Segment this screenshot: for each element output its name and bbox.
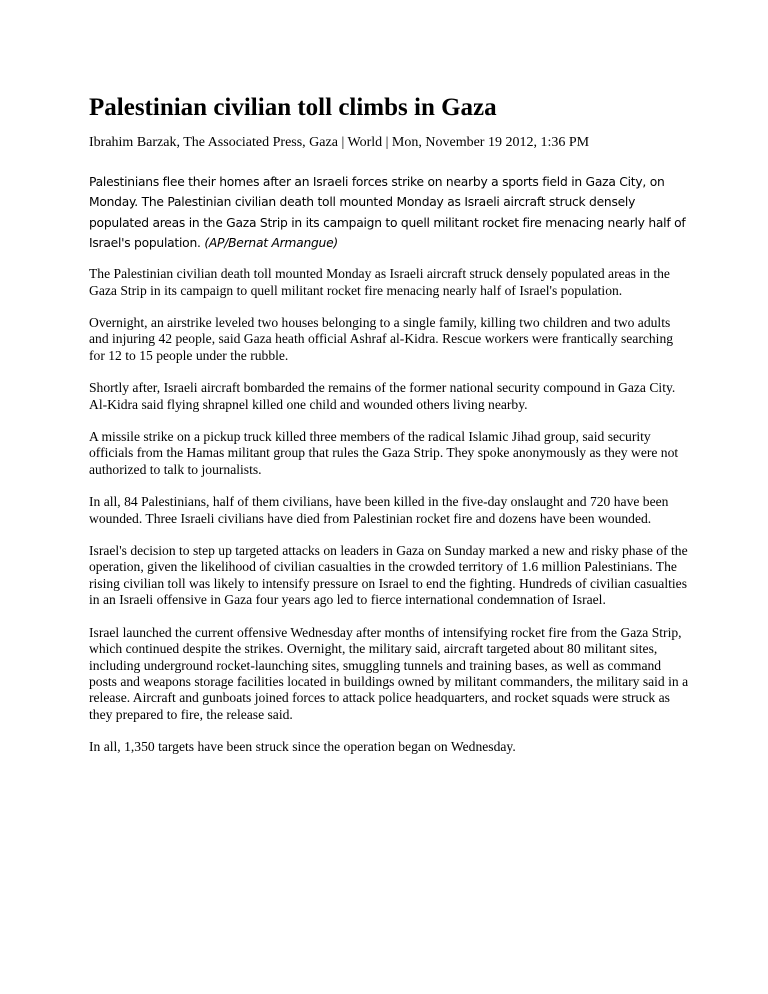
- paragraph-2: Overnight, an airstrike leveled two houses belonging to a single family, killing two children and two adults and injuring 42 people, said Gaza heath official Ashraf al-Kidra. Rescue workers were frantically searching for 12 to 15 people under the rubble.: [89, 315, 674, 363]
- paragraph-4: A missile strike on a pickup truck killed three members of the radical Islamic Jihad group, said security officials from the Hamas militant group that rules the Gaza Strip. They spoke anonymously as they were not authorized to talk to journalists.: [89, 429, 679, 477]
- photo-credit: (AP/Bernat Armangue): [204, 235, 338, 250]
- paragraph-1: The Palestinian civilian death toll mounted Monday as Israeli aircraft struck densely populated areas in the Gaza Strip in its campaign to quell militant rocket fire menacing nearly half of Israel's population.: [89, 266, 670, 298]
- caption-text: Palestinians flee their homes after an Israeli forces strike on nearby a sports field in Gaza City, on Monday. The Palestinian civilian death toll mounted Monday as Israeli aircraft struck densely populated areas in the Gaza Strip in its campaign to quell militant rocket fire menacing nearly half of Israel's population.: [89, 175, 686, 250]
- paragraph-8: In all, 1,350 targets have been struck since the operation began on Wednesday.: [89, 739, 516, 755]
- article-byline: Ibrahim Barzak, The Associated Press, Gaza | World | Mon, November 19 2012, 1:36 PM: [89, 135, 590, 150]
- article-title: Palestinian civilian toll climbs in Gaza: [89, 94, 497, 121]
- paragraph-3: Shortly after, Israeli aircraft bombarded the remains of the former national security compound in Gaza City. Al-Kidra said flying shrapnel killed one child and wounded others living nearby.: [89, 380, 676, 412]
- paragraph-5: In all, 84 Palestinians, half of them civilians, have been killed in the five-day onslaught and 720 have been wounded. Three Israeli civilians have died from Palestinian rocket fire and dozens have been wounded.: [89, 494, 669, 526]
- paragraph-7: Israel launched the current offensive Wednesday after months of intensifying rocket fire from the Gaza Strip, which continued despite the strikes. Overnight, the military said, aircraft targeted about 80 militant sites, including underground rocket-launching sites, smuggling tunnels and training bases, as well as command posts and weapons storage facilities located in buildings owned by militant commanders, the military said in a release. Aircraft and gunboats joined forces to attack police headquarters, and rocket squads were struck as they prepared to fire, the release said.: [89, 624, 689, 722]
- photo-caption: [89, 172, 689, 253]
- paragraph-6: Israel's decision to step up targeted attacks on leaders in Gaza on Sunday marked a new and risky phase of the operation, given the likelihood of civilian casualties in the crowded territory of 1.6 million Palestinians. The rising civilian toll was likely to intensify pressure on Israel to end the fighting. Hundreds of civilian casualties in an Israeli offensive in Gaza four years ago led to fierce international condemnation of Israel.: [89, 543, 688, 608]
- article: [89, 94, 689, 772]
